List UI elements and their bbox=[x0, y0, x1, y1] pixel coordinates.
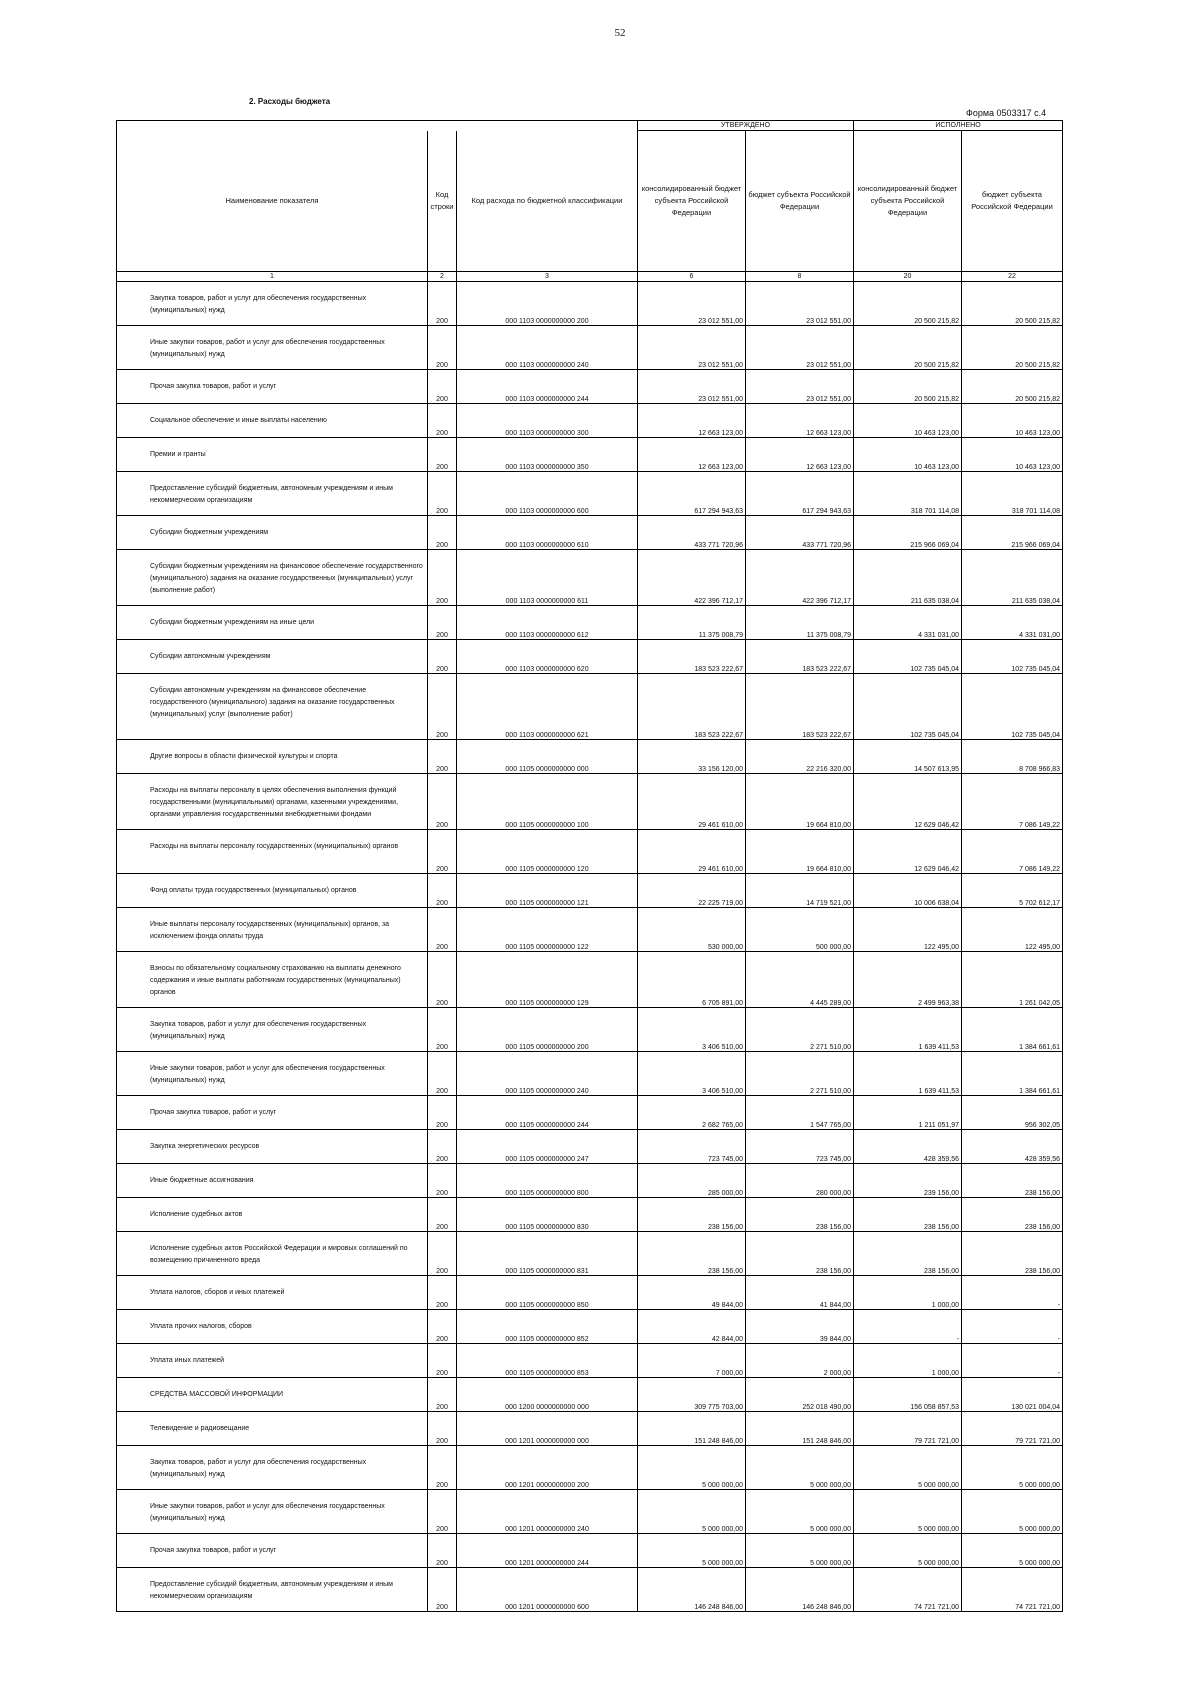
row-executed-subject: 215 966 069,04 bbox=[962, 516, 1063, 550]
row-approved-consolidated: 3 406 510,00 bbox=[638, 1052, 746, 1096]
row-executed-subject: 130 021 004,04 bbox=[962, 1378, 1063, 1412]
row-kbk: 000 1201 0000000000 244 bbox=[457, 1534, 638, 1568]
row-approved-subject: 23 012 551,00 bbox=[746, 326, 854, 370]
row-line-code: 200 bbox=[428, 1344, 457, 1378]
row-name: Субсидии бюджетным учреждениям на иные цели bbox=[117, 606, 428, 640]
row-approved-subject: 422 396 712,17 bbox=[746, 550, 854, 606]
row-executed-subject: 956 302,05 bbox=[962, 1096, 1063, 1130]
row-name: Прочая закупка товаров, работ и услуг bbox=[117, 1096, 428, 1130]
row-executed-consolidated: 74 721 721,00 bbox=[854, 1568, 962, 1612]
row-executed-subject: 318 701 114,08 bbox=[962, 472, 1063, 516]
row-executed-subject: 8 708 966,83 bbox=[962, 740, 1063, 774]
row-name: Социальное обеспечение и иные выплаты населению bbox=[117, 404, 428, 438]
row-approved-subject: 617 294 943,63 bbox=[746, 472, 854, 516]
row-name: Другие вопросы в области физической культуры и спорта bbox=[117, 740, 428, 774]
row-line-code: 200 bbox=[428, 1412, 457, 1446]
row-approved-subject: 500 000,00 bbox=[746, 908, 854, 952]
table-row bbox=[117, 1096, 1063, 1130]
row-line-code: 200 bbox=[428, 472, 457, 516]
col-executed-consolidated-header: консолидированный бюджет субъекта Российской Федерации bbox=[854, 131, 962, 272]
row-line-code: 200 bbox=[428, 1232, 457, 1276]
row-name: Иные закупки товаров, работ и услуг для обеспечения государственных (муниципальных) нужд bbox=[117, 326, 428, 370]
row-approved-consolidated: 3 406 510,00 bbox=[638, 1008, 746, 1052]
row-line-code: 200 bbox=[428, 1310, 457, 1344]
row-line-code: 200 bbox=[428, 1378, 457, 1412]
col-kbk-header: Код расхода по бюджетной классификации bbox=[457, 131, 638, 272]
row-approved-subject: 5 000 000,00 bbox=[746, 1490, 854, 1534]
row-name: Исполнение судебных актов Российской Федерации и мировых соглашений по возмещению причиненного вреда bbox=[117, 1232, 428, 1276]
row-approved-consolidated: 7 000,00 bbox=[638, 1344, 746, 1378]
row-kbk: 000 1105 0000000000 200 bbox=[457, 1008, 638, 1052]
row-approved-consolidated: 151 248 846,00 bbox=[638, 1412, 746, 1446]
row-kbk: 000 1103 0000000000 620 bbox=[457, 640, 638, 674]
row-approved-consolidated: 723 745,00 bbox=[638, 1130, 746, 1164]
row-approved-subject: 1 547 765,00 bbox=[746, 1096, 854, 1130]
row-kbk: 000 1105 0000000000 800 bbox=[457, 1164, 638, 1198]
row-kbk: 000 1105 0000000000 240 bbox=[457, 1052, 638, 1096]
row-approved-consolidated: 433 771 720,96 bbox=[638, 516, 746, 550]
row-name: Субсидии автономным учреждениям bbox=[117, 640, 428, 674]
row-approved-subject: 2 271 510,00 bbox=[746, 1008, 854, 1052]
row-executed-consolidated: 14 507 613,95 bbox=[854, 740, 962, 774]
row-executed-consolidated: 102 735 045,04 bbox=[854, 640, 962, 674]
row-approved-consolidated: 146 248 846,00 bbox=[638, 1568, 746, 1612]
row-executed-subject: 5 702 612,17 bbox=[962, 874, 1063, 908]
row-approved-consolidated: 49 844,00 bbox=[638, 1276, 746, 1310]
row-executed-consolidated: 4 331 031,00 bbox=[854, 606, 962, 640]
row-kbk: 000 1105 0000000000 853 bbox=[457, 1344, 638, 1378]
row-executed-consolidated: 1 639 411,53 bbox=[854, 1008, 962, 1052]
row-line-code: 200 bbox=[428, 830, 457, 874]
col-approved-subject-header: бюджет субъекта Российской Федерации bbox=[746, 131, 854, 272]
row-kbk: 000 1105 0000000000 244 bbox=[457, 1096, 638, 1130]
row-kbk: 000 1103 0000000000 200 bbox=[457, 282, 638, 326]
row-approved-consolidated: 23 012 551,00 bbox=[638, 370, 746, 404]
row-approved-consolidated: 22 225 719,00 bbox=[638, 874, 746, 908]
row-executed-consolidated: 2 499 963,38 bbox=[854, 952, 962, 1008]
row-approved-consolidated: 33 156 120,00 bbox=[638, 740, 746, 774]
row-kbk: 000 1105 0000000000 830 bbox=[457, 1198, 638, 1232]
row-line-code: 200 bbox=[428, 1276, 457, 1310]
row-approved-subject: 12 663 123,00 bbox=[746, 404, 854, 438]
row-approved-subject: 14 719 521,00 bbox=[746, 874, 854, 908]
row-approved-consolidated: 12 663 123,00 bbox=[638, 438, 746, 472]
row-approved-subject: 183 523 222,67 bbox=[746, 640, 854, 674]
row-kbk: 000 1103 0000000000 600 bbox=[457, 472, 638, 516]
row-executed-consolidated: 5 000 000,00 bbox=[854, 1490, 962, 1534]
row-kbk: 000 1105 0000000000 120 bbox=[457, 830, 638, 874]
row-executed-consolidated: 1 211 051,97 bbox=[854, 1096, 962, 1130]
table-row bbox=[117, 1310, 1063, 1344]
row-line-code: 200 bbox=[428, 370, 457, 404]
row-executed-subject: 20 500 215,82 bbox=[962, 282, 1063, 326]
table-row bbox=[117, 674, 1063, 740]
row-line-code: 200 bbox=[428, 550, 457, 606]
col-approved-consolidated-header: консолидированный бюджет субъекта Российской Федерации bbox=[638, 131, 746, 272]
table-row bbox=[117, 1378, 1063, 1412]
row-line-code: 200 bbox=[428, 1130, 457, 1164]
table-body bbox=[117, 282, 1063, 1612]
col-number: 20 bbox=[854, 272, 962, 282]
row-kbk: 000 1201 0000000000 240 bbox=[457, 1490, 638, 1534]
row-executed-subject: 238 156,00 bbox=[962, 1232, 1063, 1276]
table-row bbox=[117, 952, 1063, 1008]
row-kbk: 000 1103 0000000000 350 bbox=[457, 438, 638, 472]
col-number: 8 bbox=[746, 272, 854, 282]
row-approved-consolidated: 183 523 222,67 bbox=[638, 674, 746, 740]
row-kbk: 000 1201 0000000000 200 bbox=[457, 1446, 638, 1490]
row-executed-consolidated: 10 463 123,00 bbox=[854, 404, 962, 438]
row-name: Премии и гранты bbox=[117, 438, 428, 472]
row-approved-consolidated: 42 844,00 bbox=[638, 1310, 746, 1344]
row-line-code: 200 bbox=[428, 1164, 457, 1198]
table-row bbox=[117, 472, 1063, 516]
row-approved-subject: 19 664 810,00 bbox=[746, 774, 854, 830]
row-approved-consolidated: 29 461 610,00 bbox=[638, 774, 746, 830]
table-row bbox=[117, 550, 1063, 606]
row-approved-consolidated: 11 375 008,79 bbox=[638, 606, 746, 640]
row-kbk: 000 1105 0000000000 247 bbox=[457, 1130, 638, 1164]
row-approved-consolidated: 238 156,00 bbox=[638, 1198, 746, 1232]
row-kbk: 000 1105 0000000000 100 bbox=[457, 774, 638, 830]
row-name: Субсидии бюджетным учреждениям bbox=[117, 516, 428, 550]
row-executed-consolidated: 238 156,00 bbox=[854, 1198, 962, 1232]
table-row bbox=[117, 740, 1063, 774]
row-kbk: 000 1105 0000000000 850 bbox=[457, 1276, 638, 1310]
row-executed-consolidated: 102 735 045,04 bbox=[854, 674, 962, 740]
row-name: Уплата прочих налогов, сборов bbox=[117, 1310, 428, 1344]
table-row bbox=[117, 1276, 1063, 1310]
row-approved-subject: 2 000,00 bbox=[746, 1344, 854, 1378]
page-number: 52 bbox=[614, 27, 626, 39]
row-name: Иные выплаты персоналу государственных (муниципальных) органов, за исключением фонда оплаты труда bbox=[117, 908, 428, 952]
row-name: Закупка товаров, работ и услуг для обеспечения государственных (муниципальных) нужд bbox=[117, 1446, 428, 1490]
row-executed-subject: 1 261 042,05 bbox=[962, 952, 1063, 1008]
row-executed-subject: 10 463 123,00 bbox=[962, 438, 1063, 472]
row-executed-consolidated: 1 000,00 bbox=[854, 1276, 962, 1310]
row-approved-consolidated: 12 663 123,00 bbox=[638, 404, 746, 438]
row-line-code: 200 bbox=[428, 282, 457, 326]
row-executed-consolidated: 10 463 123,00 bbox=[854, 438, 962, 472]
row-executed-consolidated: 239 156,00 bbox=[854, 1164, 962, 1198]
col-number: 2 bbox=[428, 272, 457, 282]
row-executed-consolidated: 211 635 038,04 bbox=[854, 550, 962, 606]
row-executed-consolidated: 20 500 215,82 bbox=[854, 370, 962, 404]
row-executed-consolidated: 156 058 857,53 bbox=[854, 1378, 962, 1412]
table-row bbox=[117, 370, 1063, 404]
col-number: 3 bbox=[457, 272, 638, 282]
row-name: Уплата иных платежей bbox=[117, 1344, 428, 1378]
row-approved-consolidated: 5 000 000,00 bbox=[638, 1490, 746, 1534]
header-spacer bbox=[428, 121, 457, 131]
row-line-code: 200 bbox=[428, 1534, 457, 1568]
row-executed-consolidated: 1 639 411,53 bbox=[854, 1052, 962, 1096]
row-approved-consolidated: 5 000 000,00 bbox=[638, 1534, 746, 1568]
table-row bbox=[117, 1412, 1063, 1446]
header-spacer bbox=[117, 121, 428, 131]
group-approved-header: УТВЕРЖДЕНО bbox=[638, 121, 854, 131]
row-executed-subject: 5 000 000,00 bbox=[962, 1490, 1063, 1534]
row-approved-subject: 183 523 222,67 bbox=[746, 674, 854, 740]
row-approved-subject: 22 216 320,00 bbox=[746, 740, 854, 774]
row-executed-consolidated: - bbox=[854, 1310, 962, 1344]
row-name: Уплата налогов, сборов и иных платежей bbox=[117, 1276, 428, 1310]
row-executed-subject: 1 384 661,61 bbox=[962, 1052, 1063, 1096]
row-kbk: 000 1201 0000000000 600 bbox=[457, 1568, 638, 1612]
row-executed-consolidated: 215 966 069,04 bbox=[854, 516, 962, 550]
row-executed-consolidated: 10 006 638,04 bbox=[854, 874, 962, 908]
row-kbk: 000 1201 0000000000 000 bbox=[457, 1412, 638, 1446]
section-title: 2. Расходы бюджета bbox=[249, 97, 331, 106]
header-spacer bbox=[457, 121, 638, 131]
table-row bbox=[117, 282, 1063, 326]
row-approved-consolidated: 285 000,00 bbox=[638, 1164, 746, 1198]
row-executed-consolidated: 122 495,00 bbox=[854, 908, 962, 952]
row-executed-subject: 238 156,00 bbox=[962, 1164, 1063, 1198]
row-name: Иные бюджетные ассигнования bbox=[117, 1164, 428, 1198]
table-row bbox=[117, 874, 1063, 908]
row-kbk: 000 1103 0000000000 300 bbox=[457, 404, 638, 438]
row-line-code: 200 bbox=[428, 640, 457, 674]
row-executed-subject: 238 156,00 bbox=[962, 1198, 1063, 1232]
table-row bbox=[117, 606, 1063, 640]
row-name: СРЕДСТВА МАССОВОЙ ИНФОРМАЦИИ bbox=[117, 1378, 428, 1412]
row-executed-subject: 20 500 215,82 bbox=[962, 326, 1063, 370]
row-approved-consolidated: 2 682 765,00 bbox=[638, 1096, 746, 1130]
row-executed-subject: 79 721 721,00 bbox=[962, 1412, 1063, 1446]
row-kbk: 000 1105 0000000000 122 bbox=[457, 908, 638, 952]
table-row bbox=[117, 640, 1063, 674]
row-name: Прочая закупка товаров, работ и услуг bbox=[117, 1534, 428, 1568]
table-row bbox=[117, 830, 1063, 874]
row-executed-consolidated: 5 000 000,00 bbox=[854, 1446, 962, 1490]
row-kbk: 000 1105 0000000000 129 bbox=[457, 952, 638, 1008]
row-line-code: 200 bbox=[428, 516, 457, 550]
row-executed-subject: - bbox=[962, 1310, 1063, 1344]
row-name: Расходы на выплаты персоналу государственных (муниципальных) органов bbox=[117, 830, 428, 874]
row-approved-subject: 41 844,00 bbox=[746, 1276, 854, 1310]
row-approved-subject: 433 771 720,96 bbox=[746, 516, 854, 550]
row-executed-subject: 10 463 123,00 bbox=[962, 404, 1063, 438]
table-row bbox=[117, 404, 1063, 438]
row-approved-subject: 146 248 846,00 bbox=[746, 1568, 854, 1612]
row-kbk: 000 1103 0000000000 612 bbox=[457, 606, 638, 640]
group-executed-header: ИСПОЛНЕНО bbox=[854, 121, 1063, 131]
row-name: Иные закупки товаров, работ и услуг для обеспечения государственных (муниципальных) нужд bbox=[117, 1490, 428, 1534]
row-line-code: 200 bbox=[428, 908, 457, 952]
row-executed-subject: 102 735 045,04 bbox=[962, 674, 1063, 740]
row-executed-subject: 20 500 215,82 bbox=[962, 370, 1063, 404]
row-line-code: 200 bbox=[428, 326, 457, 370]
row-line-code: 200 bbox=[428, 1490, 457, 1534]
row-name: Иные закупки товаров, работ и услуг для обеспечения государственных (муниципальных) нужд bbox=[117, 1052, 428, 1096]
row-executed-consolidated: 5 000 000,00 bbox=[854, 1534, 962, 1568]
row-approved-subject: 12 663 123,00 bbox=[746, 438, 854, 472]
row-name: Телевидение и радиовещание bbox=[117, 1412, 428, 1446]
row-approved-subject: 723 745,00 bbox=[746, 1130, 854, 1164]
expenditures-table bbox=[116, 120, 1063, 1612]
row-name: Предоставление субсидий бюджетным, автономным учреждениям и иным некоммерческим организациям bbox=[117, 472, 428, 516]
table-row bbox=[117, 516, 1063, 550]
row-executed-consolidated: 79 721 721,00 bbox=[854, 1412, 962, 1446]
row-executed-consolidated: 12 629 046,42 bbox=[854, 830, 962, 874]
row-executed-subject: 7 086 149,22 bbox=[962, 830, 1063, 874]
col-line-code-header: Код строки bbox=[428, 131, 457, 272]
row-kbk: 000 1103 0000000000 240 bbox=[457, 326, 638, 370]
row-approved-subject: 23 012 551,00 bbox=[746, 370, 854, 404]
row-approved-consolidated: 422 396 712,17 bbox=[638, 550, 746, 606]
row-approved-consolidated: 183 523 222,67 bbox=[638, 640, 746, 674]
table-row bbox=[117, 1534, 1063, 1568]
row-kbk: 000 1103 0000000000 610 bbox=[457, 516, 638, 550]
row-approved-consolidated: 29 461 610,00 bbox=[638, 830, 746, 874]
row-name: Субсидии автономным учреждениям на финансовое обеспечение государственного (муниципального) задания на оказание государственных (муниципальных) услуг (выполнение работ) bbox=[117, 674, 428, 740]
row-approved-subject: 238 156,00 bbox=[746, 1198, 854, 1232]
row-kbk: 000 1103 0000000000 244 bbox=[457, 370, 638, 404]
row-approved-subject: 11 375 008,79 bbox=[746, 606, 854, 640]
row-line-code: 200 bbox=[428, 606, 457, 640]
row-name: Фонд оплаты труда государственных (муниципальных) органов bbox=[117, 874, 428, 908]
row-approved-consolidated: 238 156,00 bbox=[638, 1232, 746, 1276]
row-name: Взносы по обязательному социальному страхованию на выплаты денежного содержания и иные выплаты работникам государственных (муниципальных) органов bbox=[117, 952, 428, 1008]
table-row bbox=[117, 1232, 1063, 1276]
row-executed-subject: 1 384 661,61 bbox=[962, 1008, 1063, 1052]
table-row bbox=[117, 1198, 1063, 1232]
table-row bbox=[117, 1052, 1063, 1096]
row-approved-subject: 4 445 289,00 bbox=[746, 952, 854, 1008]
col-name-header: Наименование показателя bbox=[117, 131, 428, 272]
row-executed-subject: 7 086 149,22 bbox=[962, 774, 1063, 830]
table-row bbox=[117, 1008, 1063, 1052]
row-approved-consolidated: 530 000,00 bbox=[638, 908, 746, 952]
row-executed-subject: 122 495,00 bbox=[962, 908, 1063, 952]
col-number: 22 bbox=[962, 272, 1063, 282]
row-approved-subject: 280 000,00 bbox=[746, 1164, 854, 1198]
row-approved-subject: 151 248 846,00 bbox=[746, 1412, 854, 1446]
table-row bbox=[117, 774, 1063, 830]
row-name: Субсидии бюджетным учреждениям на финансовое обеспечение государственного (муниципального) задания на оказание государственных (муниципальных) услуг (выполнение работ) bbox=[117, 550, 428, 606]
row-executed-subject: 5 000 000,00 bbox=[962, 1446, 1063, 1490]
row-approved-consolidated: 309 775 703,00 bbox=[638, 1378, 746, 1412]
row-kbk: 000 1105 0000000000 852 bbox=[457, 1310, 638, 1344]
row-line-code: 200 bbox=[428, 1568, 457, 1612]
row-line-code: 200 bbox=[428, 874, 457, 908]
row-approved-subject: 19 664 810,00 bbox=[746, 830, 854, 874]
form-code: Форма 0503317 с.4 bbox=[966, 108, 1047, 118]
row-approved-consolidated: 23 012 551,00 bbox=[638, 282, 746, 326]
row-kbk: 000 1105 0000000000 000 bbox=[457, 740, 638, 774]
table-row bbox=[117, 1344, 1063, 1378]
row-executed-subject: 4 331 031,00 bbox=[962, 606, 1063, 640]
row-approved-subject: 23 012 551,00 bbox=[746, 282, 854, 326]
row-executed-subject: 102 735 045,04 bbox=[962, 640, 1063, 674]
row-line-code: 200 bbox=[428, 740, 457, 774]
row-line-code: 200 bbox=[428, 1052, 457, 1096]
table-row bbox=[117, 1490, 1063, 1534]
row-approved-subject: 5 000 000,00 bbox=[746, 1534, 854, 1568]
table-row bbox=[117, 438, 1063, 472]
table-row bbox=[117, 326, 1063, 370]
row-executed-consolidated: 238 156,00 bbox=[854, 1232, 962, 1276]
row-kbk: 000 1105 0000000000 121 bbox=[457, 874, 638, 908]
row-approved-subject: 5 000 000,00 bbox=[746, 1446, 854, 1490]
table-row bbox=[117, 1568, 1063, 1612]
table-row bbox=[117, 908, 1063, 952]
row-executed-consolidated: 1 000,00 bbox=[854, 1344, 962, 1378]
col-number: 6 bbox=[638, 272, 746, 282]
row-approved-consolidated: 6 705 891,00 bbox=[638, 952, 746, 1008]
row-line-code: 200 bbox=[428, 774, 457, 830]
row-name: Исполнение судебных актов bbox=[117, 1198, 428, 1232]
row-kbk: 000 1103 0000000000 611 bbox=[457, 550, 638, 606]
row-name: Закупка товаров, работ и услуг для обеспечения государственных (муниципальных) нужд bbox=[117, 282, 428, 326]
row-approved-consolidated: 617 294 943,63 bbox=[638, 472, 746, 516]
row-name: Закупка энергетических ресурсов bbox=[117, 1130, 428, 1164]
row-line-code: 200 bbox=[428, 674, 457, 740]
row-executed-subject: 428 359,56 bbox=[962, 1130, 1063, 1164]
row-approved-subject: 2 271 510,00 bbox=[746, 1052, 854, 1096]
table-row bbox=[117, 1446, 1063, 1490]
col-executed-subject-header: бюджет субъекта Российской Федерации bbox=[962, 131, 1063, 272]
table-row bbox=[117, 1130, 1063, 1164]
row-line-code: 200 bbox=[428, 1008, 457, 1052]
row-name: Закупка товаров, работ и услуг для обеспечения государственных (муниципальных) нужд bbox=[117, 1008, 428, 1052]
row-line-code: 200 bbox=[428, 1198, 457, 1232]
row-executed-subject: - bbox=[962, 1276, 1063, 1310]
row-executed-consolidated: 428 359,56 bbox=[854, 1130, 962, 1164]
row-executed-consolidated: 20 500 215,82 bbox=[854, 282, 962, 326]
row-approved-consolidated: 5 000 000,00 bbox=[638, 1446, 746, 1490]
row-approved-subject: 39 844,00 bbox=[746, 1310, 854, 1344]
row-line-code: 200 bbox=[428, 1096, 457, 1130]
row-approved-subject: 238 156,00 bbox=[746, 1232, 854, 1276]
row-kbk: 000 1200 0000000000 000 bbox=[457, 1378, 638, 1412]
row-executed-consolidated: 12 629 046,42 bbox=[854, 774, 962, 830]
row-executed-subject: 74 721 721,00 bbox=[962, 1568, 1063, 1612]
row-approved-consolidated: 23 012 551,00 bbox=[638, 326, 746, 370]
row-executed-consolidated: 20 500 215,82 bbox=[854, 326, 962, 370]
row-kbk: 000 1105 0000000000 831 bbox=[457, 1232, 638, 1276]
row-name: Предоставление субсидий бюджетным, автономным учреждениям и иным некоммерческим организациям bbox=[117, 1568, 428, 1612]
row-name: Расходы на выплаты персоналу в целях обеспечения выполнения функций государственными (муниципальными) органами, казенными учреждениями, органами управления государственными внебюджетными фондами bbox=[117, 774, 428, 830]
col-number: 1 bbox=[117, 272, 428, 282]
table-row bbox=[117, 1164, 1063, 1198]
row-line-code: 200 bbox=[428, 438, 457, 472]
row-executed-subject: 5 000 000,00 bbox=[962, 1534, 1063, 1568]
row-line-code: 200 bbox=[428, 404, 457, 438]
row-executed-subject: 211 635 038,04 bbox=[962, 550, 1063, 606]
row-line-code: 200 bbox=[428, 952, 457, 1008]
row-approved-subject: 252 018 490,00 bbox=[746, 1378, 854, 1412]
row-kbk: 000 1103 0000000000 621 bbox=[457, 674, 638, 740]
row-executed-subject: - bbox=[962, 1344, 1063, 1378]
row-line-code: 200 bbox=[428, 1446, 457, 1490]
row-executed-consolidated: 318 701 114,08 bbox=[854, 472, 962, 516]
row-name: Прочая закупка товаров, работ и услуг bbox=[117, 370, 428, 404]
